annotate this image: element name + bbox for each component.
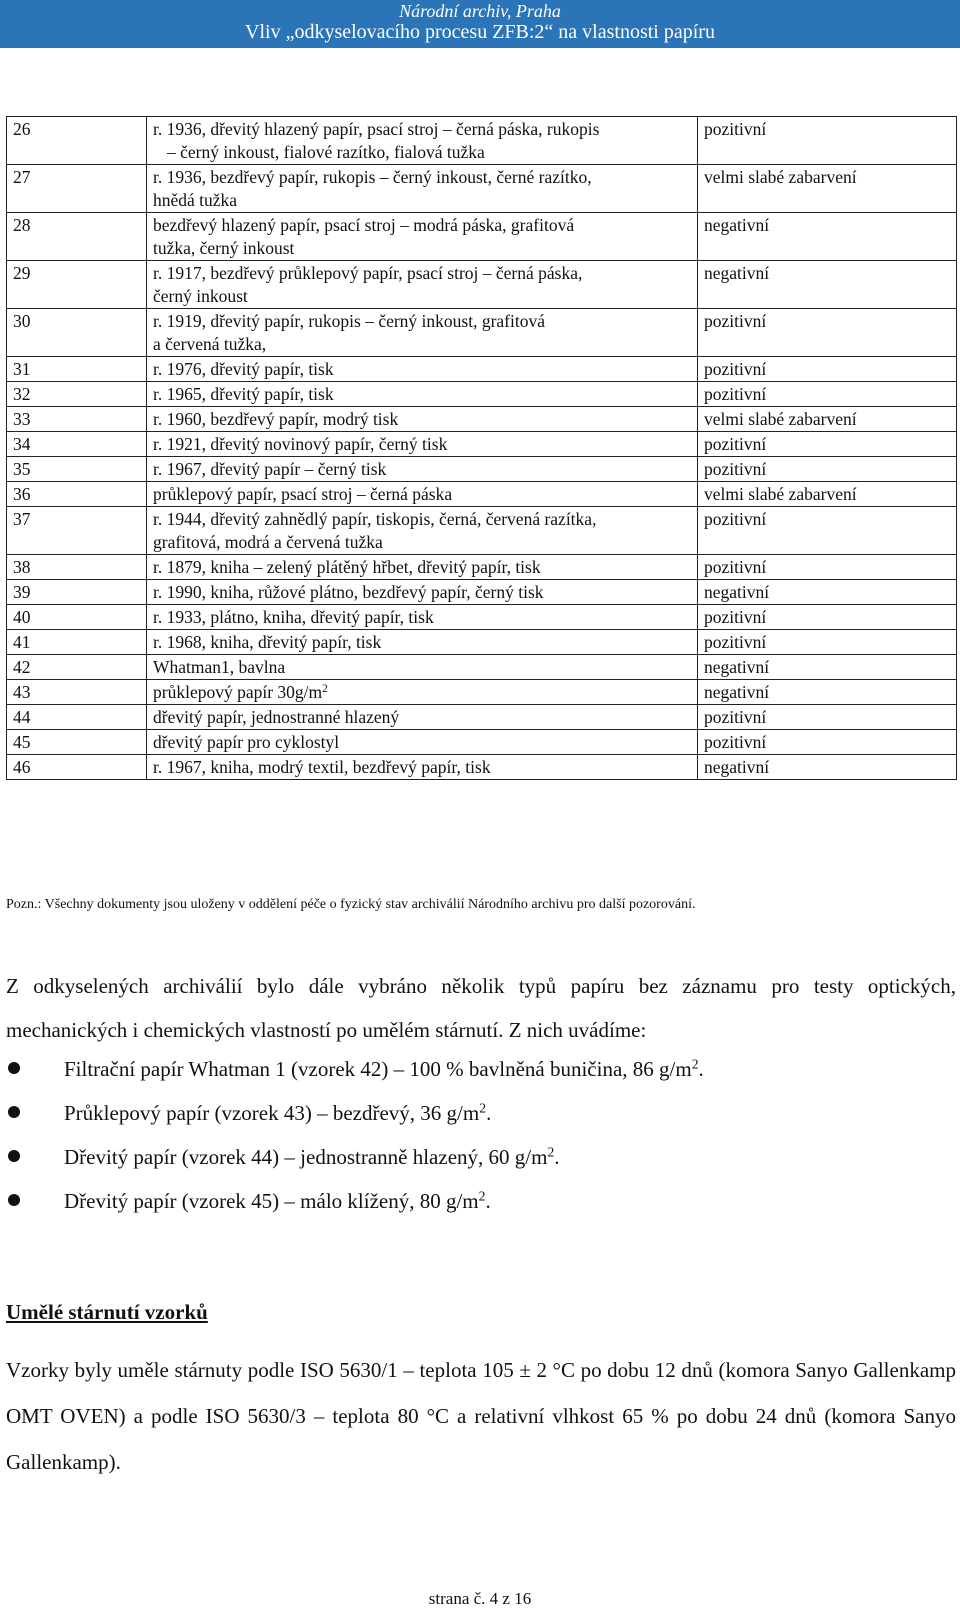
sample-description <box>147 165 698 213</box>
sample-number: 43 <box>7 680 147 705</box>
test-result: pozitivní <box>698 507 957 555</box>
list-item-tail: . <box>698 1057 704 1081</box>
test-result: negativní <box>698 580 957 605</box>
sample-description <box>147 309 698 357</box>
description-line: hnědá tužka <box>153 190 238 210</box>
sample-description <box>147 555 698 580</box>
description-line: r. 1965, dřevitý papír, tisk <box>153 384 334 404</box>
description-line: r. 1960, bezdřevý papír, modrý tisk <box>153 409 399 429</box>
sample-description <box>147 482 698 507</box>
sample-description <box>147 680 698 705</box>
sample-description <box>147 457 698 482</box>
description-line: bezdřevý hlazený papír, psací stroj – modrá páska, grafitová <box>153 215 575 235</box>
sample-number: 31 <box>7 357 147 382</box>
table-row <box>7 165 957 213</box>
sample-number: 30 <box>7 309 147 357</box>
unit-superscript: 2 <box>479 1100 487 1116</box>
table-row <box>7 382 957 407</box>
sample-number: 41 <box>7 630 147 655</box>
table-row <box>7 655 957 680</box>
description-line: Whatman1, bavlna <box>153 657 286 677</box>
bullet-icon <box>8 1150 20 1162</box>
table-row <box>7 580 957 605</box>
sample-number: 33 <box>7 407 147 432</box>
test-result: pozitivní <box>698 605 957 630</box>
unit-superscript: 2 <box>547 1144 555 1160</box>
unit-superscript: 2 <box>691 1056 699 1072</box>
table-row <box>7 680 957 705</box>
list-item-text: Dřevitý papír (vzorek 44) – jednostranně hlazený, 60 g/m <box>64 1145 548 1169</box>
test-result: velmi slabé zabarvení <box>698 482 957 507</box>
sample-number: 44 <box>7 705 147 730</box>
table-row <box>7 555 957 580</box>
table-row <box>7 357 957 382</box>
test-result: pozitivní <box>698 457 957 482</box>
test-result: pozitivní <box>698 309 957 357</box>
header-institution: Národní archiv, Praha <box>399 1 561 21</box>
description-line: dřevitý papír pro cyklostyl <box>153 732 340 752</box>
description-line: – černý inkoust, fialové razítko, fialová tužka <box>167 142 485 162</box>
sample-number: 29 <box>7 261 147 309</box>
sample-number: 46 <box>7 755 147 780</box>
sample-description <box>147 755 698 780</box>
sample-number: 39 <box>7 580 147 605</box>
intro-paragraph: Z odkyselených archiválií bylo dále vybráno několik typů papíru bez záznamu pro testy optických, mechanických i chemických vlastností po umělém stárnutí. Z nich uvádíme: <box>6 974 956 1042</box>
sample-description <box>147 357 698 382</box>
sample-description <box>147 213 698 261</box>
description-line: r. 1917, bezdřevý průklepový papír, psací stroj – černá páska, <box>153 263 583 283</box>
bullet-icon <box>8 1062 20 1074</box>
test-result: negativní <box>698 213 957 261</box>
table-row <box>7 432 957 457</box>
description-line: r. 1967, kniha, modrý textil, bezdřevý papír, tisk <box>153 757 491 777</box>
sample-number: 32 <box>7 382 147 407</box>
page-number: strana č. 4 z 16 <box>428 1589 532 1608</box>
description-line: r. 1944, dřevitý zahnědlý papír, tiskopis, černá, červená razítka, <box>153 509 597 529</box>
sample-number: 45 <box>7 730 147 755</box>
description-line: r. 1976, dřevitý papír, tisk <box>153 359 334 379</box>
description-line: r. 1921, dřevitý novinový papír, černý tisk <box>153 434 448 454</box>
test-result: negativní <box>698 261 957 309</box>
sample-number: 28 <box>7 213 147 261</box>
sample-description <box>147 655 698 680</box>
sample-description <box>147 261 698 309</box>
table-row <box>7 630 957 655</box>
list-item-text: Filtrační papír Whatman 1 (vzorek 42) – 100 % bavlněná buničina, 86 g/m <box>64 1057 692 1081</box>
description-line: r. 1936, dřevitý hlazený papír, psací stroj – černá páska, rukopis <box>153 119 600 139</box>
description-line: r. 1967, dřevitý papír – černý tisk <box>153 459 387 479</box>
sample-description <box>147 117 698 165</box>
list-item <box>6 1139 956 1183</box>
test-result: pozitivní <box>698 117 957 165</box>
description-line: grafitová, modrá a červená tužka <box>153 532 383 552</box>
list-item <box>6 1183 956 1227</box>
description-line: a červená tužka, <box>153 334 267 354</box>
test-result: negativní <box>698 655 957 680</box>
bullet-icon <box>8 1106 20 1118</box>
test-result: velmi slabé zabarvení <box>698 407 957 432</box>
sample-description <box>147 630 698 655</box>
sample-description <box>147 507 698 555</box>
description-line: dřevitý papír, jednostranné hlazený <box>153 707 400 727</box>
list-item <box>6 1095 956 1139</box>
table-row <box>7 457 957 482</box>
test-result: velmi slabé zabarvení <box>698 165 957 213</box>
sample-number: 40 <box>7 605 147 630</box>
test-result: pozitivní <box>698 555 957 580</box>
sample-number: 34 <box>7 432 147 457</box>
description-line: r. 1919, dřevitý papír, rukopis – černý inkoust, grafitová <box>153 311 545 331</box>
table-row <box>7 507 957 555</box>
sample-number: 42 <box>7 655 147 680</box>
table-row <box>7 213 957 261</box>
list-item-text: Dřevitý papír (vzorek 45) – málo klížený, 80 g/m <box>64 1189 479 1213</box>
sample-description <box>147 407 698 432</box>
sample-number: 37 <box>7 507 147 555</box>
samples-table <box>6 116 957 780</box>
sample-description <box>147 580 698 605</box>
description-line: tužka, černý inkoust <box>153 238 295 258</box>
table-row <box>7 482 957 507</box>
page-header <box>0 0 960 48</box>
aging-paragraph: Vzorky byly uměle stárnuty podle ISO 5630/1 – teplota 105 ± 2 °C po dobu 12 dnů (komora Sanyo Gallenkamp OMT OVEN) a podle ISO 5630/3 – teplota 80 °C a relativní vlhkost 65 % po dobu 24 dnů (komora Sanyo Gallenkamp). <box>6 1358 956 1474</box>
table-row <box>7 755 957 780</box>
list-item-tail: . <box>554 1145 560 1169</box>
header-title: Vliv „odkyselovacího procesu ZFB:2“ na vlastnosti papíru <box>245 21 715 43</box>
table-row <box>7 705 957 730</box>
test-result: pozitivní <box>698 357 957 382</box>
unit-superscript: 2 <box>322 682 328 695</box>
table-row <box>7 730 957 755</box>
description-line: průklepový papír $30g/m^2$ <box>153 682 328 702</box>
samples-table-body <box>7 117 957 780</box>
paper-types-list <box>6 1051 956 1227</box>
table-note: Pozn.: Všechny dokumenty jsou uloženy v oddělení péče o fyzický stav archiválií Národního archivu pro další pozorování. <box>6 897 696 912</box>
test-result: pozitivní <box>698 705 957 730</box>
sample-description <box>147 705 698 730</box>
table-row <box>7 309 957 357</box>
test-result: negativní <box>698 680 957 705</box>
description-line: r. 1879, kniha – zelený plátěný hřbet, dřevitý papír, tisk <box>153 557 541 577</box>
table-row <box>7 407 957 432</box>
sample-description <box>147 382 698 407</box>
sample-number: 36 <box>7 482 147 507</box>
description-line: černý inkoust <box>153 286 248 306</box>
test-result: pozitivní <box>698 432 957 457</box>
test-result: pozitivní <box>698 730 957 755</box>
table-row <box>7 261 957 309</box>
description-line: průklepový papír, psací stroj – černá páska <box>153 484 453 504</box>
table-row <box>7 605 957 630</box>
sample-number: 26 <box>7 117 147 165</box>
list-item-text: Průklepový papír (vzorek 43) – bezdřevý, 36 g/m <box>64 1101 480 1125</box>
description-line: r. 1990, kniha, růžové plátno, bezdřevý papír, černý tisk <box>153 582 544 602</box>
test-result: pozitivní <box>698 630 957 655</box>
sample-description <box>147 432 698 457</box>
list-item-tail: . <box>486 1101 492 1125</box>
sample-description <box>147 730 698 755</box>
sample-number: 27 <box>7 165 147 213</box>
bullet-icon <box>8 1194 20 1206</box>
description-line: r. 1933, plátno, kniha, dřevitý papír, tisk <box>153 607 434 627</box>
sample-number: 38 <box>7 555 147 580</box>
sample-description <box>147 605 698 630</box>
unit-superscript: 2 <box>478 1188 486 1204</box>
test-result: pozitivní <box>698 382 957 407</box>
description-line: r. 1936, bezdřevý papír, rukopis – černý inkoust, černé razítko, <box>153 167 592 187</box>
test-result: negativní <box>698 755 957 780</box>
table-row <box>7 117 957 165</box>
list-item <box>6 1051 956 1095</box>
list-item-tail: . <box>485 1189 491 1213</box>
section-title: Umělé stárnutí vzorků <box>6 1300 208 1324</box>
description-line: r. 1968, kniha, dřevitý papír, tisk <box>153 632 382 652</box>
sample-number: 35 <box>7 457 147 482</box>
